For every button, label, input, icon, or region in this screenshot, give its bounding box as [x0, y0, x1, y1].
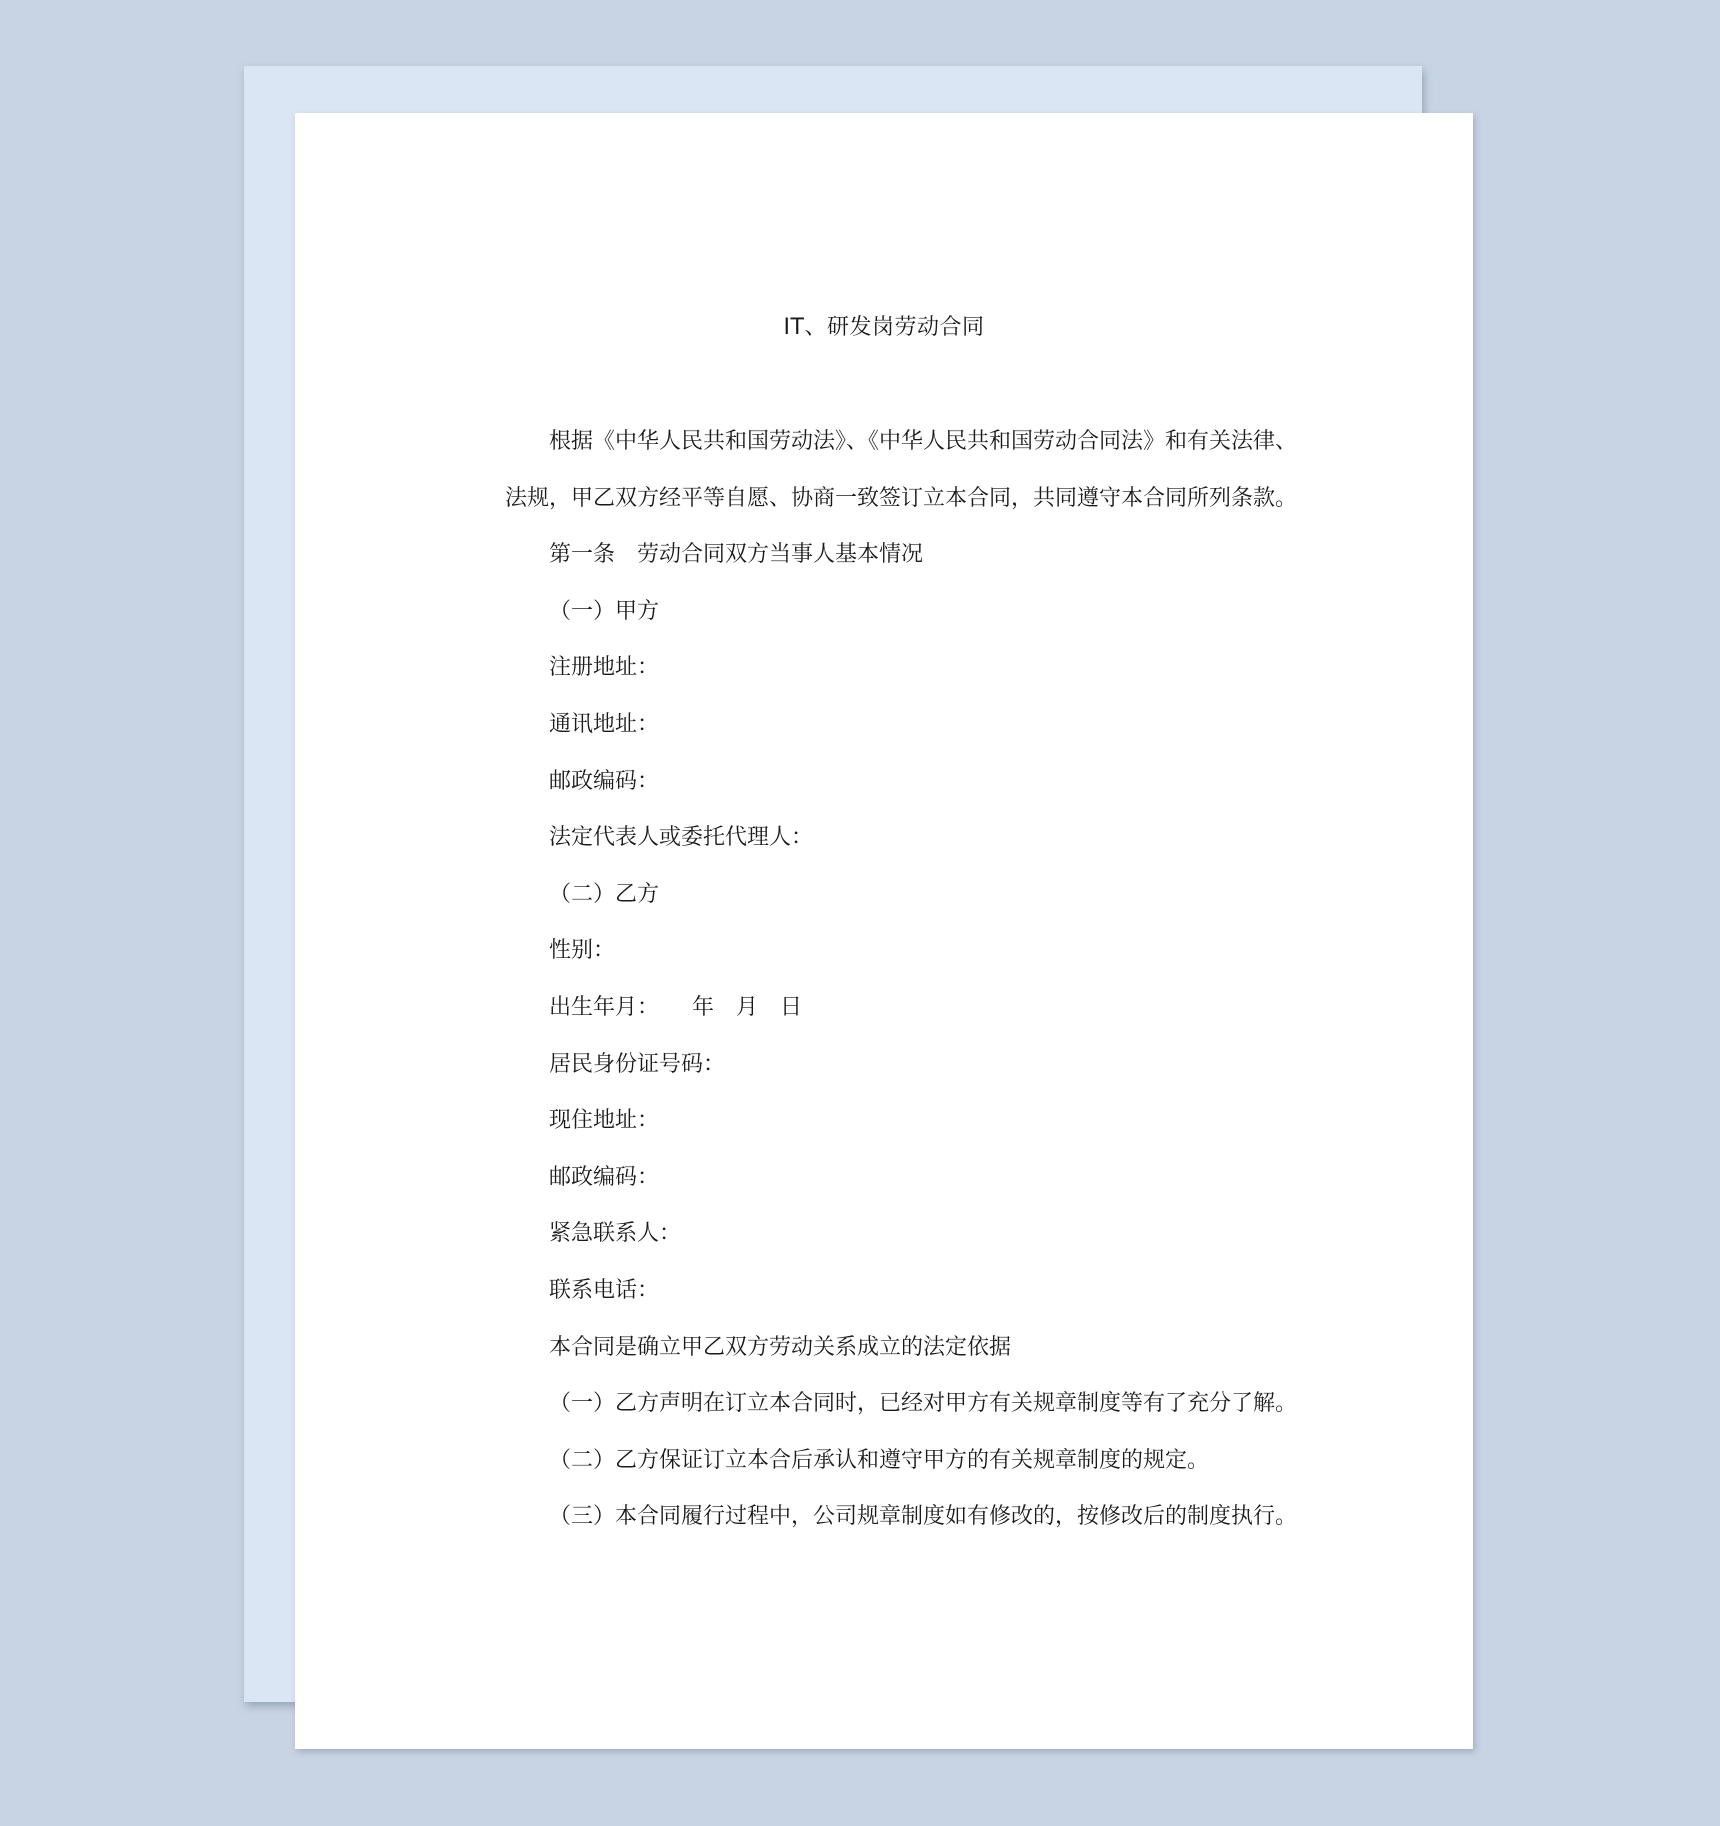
party-b-gender: 性别： — [549, 938, 616, 964]
party-b-id-number: 居民身份证号码： — [549, 1051, 726, 1077]
document-page — [295, 113, 1473, 1749]
article-1-heading: 第一条 劳动合同双方当事人基本情况 — [549, 542, 924, 568]
party-b-birth-date: 出生年月： 年 月 日 — [549, 994, 803, 1020]
party-a-postal-code: 邮政编码： — [549, 768, 660, 794]
document-title: IT、研发岗劳动合同 — [783, 315, 985, 340]
contract-basis-statement: 本合同是确立甲乙双方劳动关系成立的法定依据 — [549, 1334, 1012, 1360]
party-b-emergency-contact: 紧急联系人： — [549, 1221, 682, 1247]
clause-2: （二）乙方保证订立本合后承认和遵守甲方的有关规章制度的规定。 — [549, 1447, 1210, 1473]
party-b-postal-code: 邮政编码： — [549, 1164, 660, 1190]
party-a-mailing-address: 通讯地址： — [549, 711, 660, 737]
paragraph-line-1: 根据《中华人民共和国劳动法》、《中华人民共和国劳动合同法》和有关法律、 — [549, 429, 1298, 454]
party-a-heading: （一）甲方 — [549, 598, 660, 624]
party-b-heading: （二）乙方 — [549, 881, 660, 907]
party-b-phone: 联系电话： — [549, 1277, 660, 1303]
paragraph-line-2: 法规，甲乙双方经平等自愿、协商一致签订立本合同，共同遵守本合同所列条款。 — [505, 485, 1298, 511]
document-body — [505, 425, 1298, 1557]
clause-1: （一）乙方声明在订立本合同时，已经对甲方有关规章制度等有了充分了解。 — [549, 1391, 1298, 1417]
party-a-representative: 法定代表人或委托代理人： — [549, 825, 814, 851]
party-b-current-address: 现住地址： — [549, 1108, 660, 1134]
clause-3: （三）本合同履行过程中，公司规章制度如有修改的，按修改后的制度执行。 — [549, 1504, 1298, 1530]
party-a-registered-address: 注册地址： — [549, 655, 660, 681]
